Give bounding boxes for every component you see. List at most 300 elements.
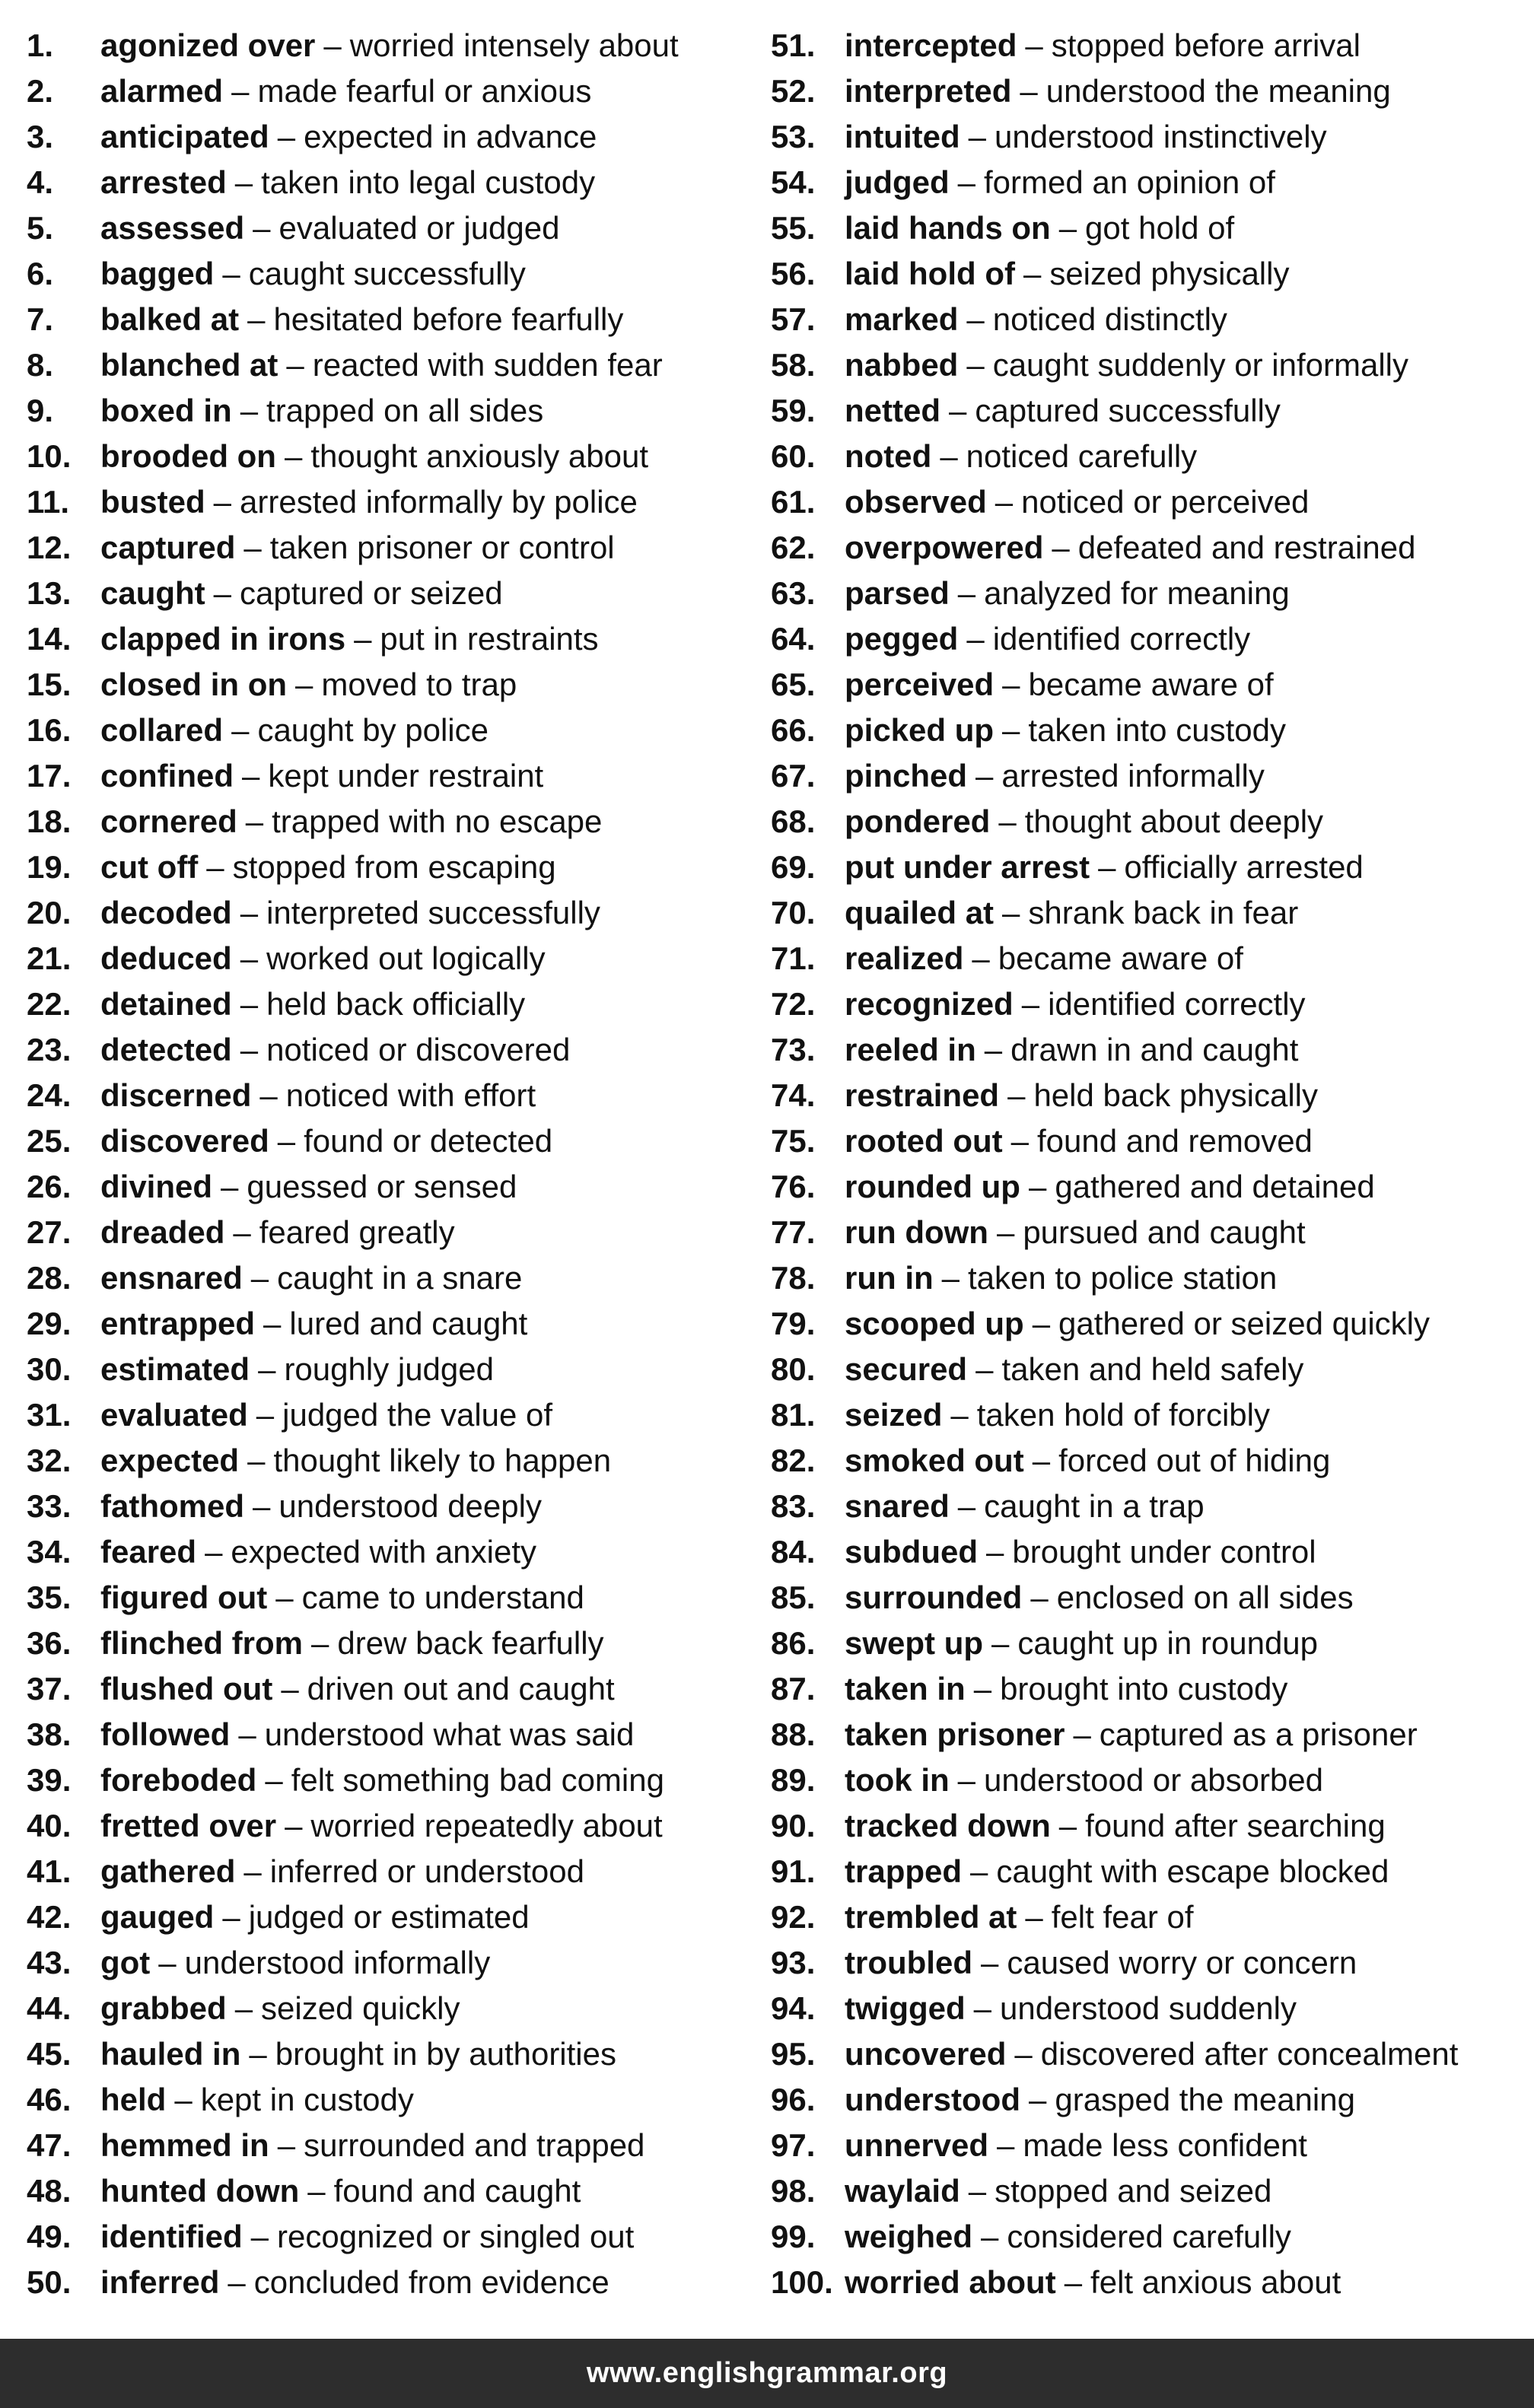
- item-text: [100, 1347, 494, 1392]
- item-text: [100, 708, 489, 753]
- item-term: twigged: [845, 1990, 966, 2026]
- item-number: 39.: [27, 1762, 72, 1798]
- list-item: [27, 2123, 746, 2168]
- item-term: worried about: [845, 2264, 1056, 2300]
- item-text: [845, 1301, 1430, 1347]
- dash-separator: –: [1010, 1123, 1029, 1159]
- item-definition: taken prisoner or control: [269, 530, 615, 565]
- dash-separator: –: [205, 1534, 223, 1570]
- item-number: 41.: [27, 1853, 72, 1889]
- item-number: 60.: [771, 438, 816, 474]
- item-definition: understood the meaning: [1045, 73, 1391, 109]
- dash-separator: –: [285, 1808, 303, 1843]
- item-definition: taken hold of forcibly: [976, 1397, 1270, 1433]
- item-text: [100, 662, 517, 708]
- item-definition: thought anxiously about: [310, 438, 648, 474]
- item-number: 97.: [771, 2127, 816, 2163]
- item-term: subdued: [845, 1534, 978, 1570]
- item-number: 85.: [771, 1579, 816, 1615]
- item-term: observed: [845, 484, 987, 520]
- list-item: [771, 799, 1524, 845]
- dash-separator: –: [240, 940, 259, 976]
- item-number: 18.: [27, 803, 72, 839]
- item-text: [845, 525, 1415, 571]
- item-definition: understood deeply: [278, 1488, 542, 1524]
- footer-website-url: www.englishgrammar.org: [586, 2357, 948, 2389]
- item-term: scooped up: [845, 1306, 1024, 1341]
- item-definition: considered carefully: [1007, 2219, 1291, 2254]
- item-number: 51.: [771, 27, 816, 63]
- list-item: [27, 708, 746, 753]
- item-text: [100, 1484, 542, 1529]
- list-item: [771, 1575, 1524, 1621]
- item-definition: seized quickly: [261, 1990, 460, 2026]
- item-text: [100, 1529, 536, 1575]
- item-number: 63.: [771, 575, 816, 611]
- list-item: [27, 114, 746, 160]
- dash-separator: –: [1002, 895, 1020, 930]
- item-text: [845, 571, 1290, 616]
- dash-separator: –: [995, 484, 1014, 520]
- item-definition: shrank back in fear: [1028, 895, 1299, 930]
- item-text: [845, 2214, 1291, 2260]
- dash-separator: –: [222, 256, 240, 291]
- item-definition: identified correctly: [992, 621, 1251, 657]
- item-definition: moved to trap: [321, 666, 517, 702]
- list-item: [27, 2260, 746, 2305]
- item-term: evaluated: [100, 1397, 248, 1433]
- list-item: [27, 525, 746, 571]
- item-definition: thought about deeply: [1024, 803, 1324, 839]
- item-term: fathomed: [100, 1488, 244, 1524]
- item-definition: felt fear of: [1051, 1899, 1194, 1935]
- list-item: [27, 1757, 746, 1803]
- item-definition: worried repeatedly about: [310, 1808, 663, 1843]
- dash-separator: –: [1058, 1808, 1077, 1843]
- item-text: [100, 342, 663, 388]
- list-item: [771, 479, 1524, 525]
- item-definition: became aware of: [998, 940, 1243, 976]
- item-term: rooted out: [845, 1123, 1003, 1159]
- item-number: 67.: [771, 758, 816, 794]
- item-term: taken prisoner: [845, 1716, 1065, 1752]
- dash-separator: –: [265, 1762, 283, 1798]
- item-term: deduced: [100, 940, 232, 976]
- item-text: [100, 799, 602, 845]
- list-item: [27, 1986, 746, 2031]
- dash-separator: –: [206, 849, 224, 885]
- item-number: 94.: [771, 1990, 816, 2026]
- list-item: [771, 1392, 1524, 1438]
- dash-separator: –: [242, 758, 260, 794]
- item-number: 84.: [771, 1534, 816, 1570]
- item-term: pondered: [845, 803, 991, 839]
- item-term: netted: [845, 393, 940, 428]
- list-item: [771, 1255, 1524, 1301]
- dash-separator: –: [940, 438, 958, 474]
- list-item: [771, 1712, 1524, 1757]
- item-number: 86.: [771, 1625, 816, 1661]
- list-item: [27, 1484, 746, 1529]
- list-item: [27, 251, 746, 297]
- item-number: 17.: [27, 758, 72, 794]
- dash-separator: –: [1025, 27, 1043, 63]
- list-item: [27, 1073, 746, 1118]
- item-definition: inferred or understood: [269, 1853, 584, 1889]
- list-item: [27, 1118, 746, 1164]
- list-item: [771, 1621, 1524, 1666]
- dash-separator: –: [307, 2173, 326, 2209]
- list-item: [27, 434, 746, 479]
- item-term: gauged: [100, 1899, 215, 1935]
- dash-separator: –: [1028, 1169, 1047, 1204]
- item-definition: expected with anxiety: [231, 1534, 536, 1570]
- list-item: [771, 2260, 1524, 2305]
- item-number: 49.: [27, 2219, 72, 2254]
- item-definition: taken to police station: [968, 1260, 1278, 1296]
- item-number: 53.: [771, 119, 816, 154]
- item-number: 3.: [27, 119, 54, 154]
- word-list-column-right: [771, 23, 1524, 2298]
- dash-separator: –: [941, 1260, 960, 1296]
- item-definition: drew back fearfully: [337, 1625, 604, 1661]
- list-item: [771, 1894, 1524, 1940]
- dash-separator: –: [1032, 1306, 1051, 1341]
- item-term: judged: [845, 164, 950, 200]
- dash-separator: –: [213, 484, 232, 520]
- dash-separator: –: [980, 1945, 999, 1980]
- item-definition: enclosed on all sides: [1056, 1579, 1354, 1615]
- dash-separator: –: [250, 2219, 269, 2254]
- item-term: brooded on: [100, 438, 276, 474]
- item-number: 23.: [27, 1032, 72, 1067]
- list-item: [27, 1438, 746, 1484]
- item-term: taken in: [845, 1671, 966, 1707]
- item-term: swept up: [845, 1625, 984, 1661]
- item-number: 56.: [771, 256, 816, 291]
- item-number: 68.: [771, 803, 816, 839]
- item-text: [100, 1575, 584, 1621]
- item-definition: expected in advance: [304, 119, 597, 154]
- item-number: 54.: [771, 164, 816, 200]
- list-item: [27, 1164, 746, 1210]
- list-item: [27, 388, 746, 434]
- item-number: 75.: [771, 1123, 816, 1159]
- dash-separator: –: [968, 2173, 987, 2209]
- list-item: [27, 1347, 746, 1392]
- item-number: 42.: [27, 1899, 72, 1935]
- item-number: 16.: [27, 712, 72, 748]
- list-item: [771, 890, 1524, 936]
- item-definition: understood informally: [184, 1945, 491, 1980]
- item-text: [100, 388, 543, 434]
- item-term: arrested: [100, 164, 227, 200]
- item-text: [845, 1757, 1323, 1803]
- dash-separator: –: [240, 1032, 259, 1067]
- dash-separator: –: [1058, 210, 1077, 246]
- list-item: [771, 2031, 1524, 2077]
- item-text: [845, 1392, 1270, 1438]
- item-term: alarmed: [100, 73, 224, 109]
- item-text: [845, 205, 1234, 251]
- dash-separator: –: [323, 27, 342, 63]
- item-text: [100, 2168, 581, 2214]
- item-definition: caught suddenly or informally: [992, 347, 1408, 383]
- dash-separator: –: [243, 530, 262, 565]
- item-text: [100, 1438, 611, 1484]
- item-term: grabbed: [100, 1990, 227, 2026]
- dash-separator: –: [250, 1260, 269, 1296]
- dash-separator: –: [1014, 2036, 1033, 2072]
- dash-separator: –: [984, 1032, 1003, 1067]
- item-definition: captured successfully: [975, 393, 1281, 428]
- item-number: 12.: [27, 530, 72, 565]
- item-definition: analyzed for meaning: [984, 575, 1290, 611]
- dash-separator: –: [258, 1351, 276, 1387]
- item-term: weighed: [845, 2219, 973, 2254]
- item-number: 78.: [771, 1260, 816, 1296]
- item-number: 7.: [27, 301, 54, 337]
- list-item: [27, 1666, 746, 1712]
- list-item: [771, 434, 1524, 479]
- dash-separator: –: [957, 1488, 976, 1524]
- dash-separator: –: [234, 1990, 253, 2026]
- item-number: 6.: [27, 256, 54, 291]
- dash-separator: –: [991, 1625, 1010, 1661]
- item-definition: caught in a snare: [277, 1260, 523, 1296]
- item-definition: stopped before arrival: [1051, 27, 1361, 63]
- item-definition: captured as a prisoner: [1099, 1716, 1418, 1752]
- item-definition: gathered or seized quickly: [1058, 1306, 1430, 1341]
- item-number: 73.: [771, 1032, 816, 1067]
- item-number: 72.: [771, 986, 816, 1022]
- item-text: [845, 1210, 1306, 1255]
- list-item: [27, 1301, 746, 1347]
- item-text: [100, 1027, 570, 1073]
- item-text: [100, 434, 648, 479]
- dash-separator: –: [1064, 2264, 1083, 2300]
- item-term: gathered: [100, 1853, 236, 1889]
- item-definition: concluded from evidence: [253, 2264, 609, 2300]
- item-term: clapped in irons: [100, 621, 346, 657]
- dash-separator: –: [277, 2127, 296, 2163]
- dash-separator: –: [1007, 1077, 1026, 1113]
- item-text: [845, 1621, 1318, 1666]
- list-item: [27, 1621, 746, 1666]
- list-item: [771, 845, 1524, 890]
- item-definition: held back officially: [266, 986, 526, 1022]
- item-definition: came to understand: [301, 1579, 584, 1615]
- item-number: 62.: [771, 530, 816, 565]
- dash-separator: –: [957, 575, 976, 611]
- item-definition: grasped the meaning: [1055, 2082, 1355, 2117]
- item-term: collared: [100, 712, 224, 748]
- item-definition: caught with escape blocked: [996, 1853, 1389, 1889]
- list-item: [771, 251, 1524, 297]
- item-term: busted: [100, 484, 205, 520]
- item-text: [100, 845, 556, 890]
- item-text: [100, 1210, 455, 1255]
- item-definition: found or detected: [304, 1123, 553, 1159]
- dash-separator: –: [277, 1123, 296, 1159]
- dash-separator: –: [957, 1762, 976, 1798]
- item-definition: understood what was said: [264, 1716, 635, 1752]
- item-term: laid hold of: [845, 256, 1015, 291]
- item-text: [845, 251, 1289, 297]
- list-item: [771, 708, 1524, 753]
- dash-separator: –: [1028, 2082, 1047, 2117]
- item-number: 32.: [27, 1443, 72, 1478]
- item-text: [100, 114, 597, 160]
- list-item: [771, 2123, 1524, 2168]
- item-term: identified: [100, 2219, 243, 2254]
- item-number: 37.: [27, 1671, 72, 1707]
- list-item: [27, 571, 746, 616]
- item-text: [845, 845, 1364, 890]
- item-number: 95.: [771, 2036, 816, 2072]
- list-item: [771, 1940, 1524, 1986]
- item-definition: officially arrested: [1124, 849, 1364, 885]
- item-term: estimated: [100, 1351, 250, 1387]
- item-definition: caught in a trap: [984, 1488, 1205, 1524]
- dash-separator: –: [228, 2264, 246, 2300]
- list-item: [771, 1849, 1524, 1894]
- list-item: [771, 1118, 1524, 1164]
- item-term: seized: [845, 1397, 943, 1433]
- dash-separator: –: [247, 1443, 266, 1478]
- item-term: boxed in: [100, 393, 232, 428]
- item-text: [100, 2214, 634, 2260]
- item-number: 35.: [27, 1579, 72, 1615]
- list-item: [27, 616, 746, 662]
- list-item: [27, 23, 746, 68]
- dash-separator: –: [245, 803, 264, 839]
- item-term: fretted over: [100, 1808, 277, 1843]
- item-number: 91.: [771, 1853, 816, 1889]
- item-term: flushed out: [100, 1671, 273, 1707]
- item-number: 71.: [771, 940, 816, 976]
- item-definition: understood instinctively: [995, 119, 1327, 154]
- item-text: [845, 160, 1275, 205]
- item-text: [845, 1666, 1287, 1712]
- item-definition: forced out of hiding: [1058, 1443, 1331, 1478]
- dash-separator: –: [238, 1716, 256, 1752]
- dash-separator: –: [354, 621, 372, 657]
- item-term: trembled at: [845, 1899, 1017, 1935]
- item-number: 22.: [27, 986, 72, 1022]
- item-text: [845, 114, 1327, 160]
- item-definition: found and removed: [1036, 1123, 1313, 1159]
- item-definition: taken into custody: [1028, 712, 1286, 748]
- item-definition: trapped on all sides: [266, 393, 544, 428]
- item-number: 92.: [771, 1899, 816, 1935]
- item-term: held: [100, 2082, 167, 2117]
- item-text: [100, 753, 543, 799]
- item-number: 64.: [771, 621, 816, 657]
- dash-separator: –: [263, 1306, 282, 1341]
- item-text: [845, 342, 1408, 388]
- item-text: [845, 1255, 1277, 1301]
- item-text: [100, 1301, 527, 1347]
- item-text: [100, 160, 595, 205]
- item-definition: feared greatly: [259, 1214, 455, 1250]
- item-definition: hesitated before fearfully: [273, 301, 624, 337]
- item-term: expected: [100, 1443, 240, 1478]
- item-term: ensnared: [100, 1260, 243, 1296]
- dash-separator: –: [281, 1671, 299, 1707]
- item-term: surrounded: [845, 1579, 1023, 1615]
- list-item: [771, 662, 1524, 708]
- item-definition: evaluated or judged: [278, 210, 560, 246]
- word-list-column-left: [27, 23, 746, 2298]
- item-text: [100, 1621, 604, 1666]
- item-definition: reacted with sudden fear: [312, 347, 663, 383]
- item-term: took in: [845, 1762, 950, 1798]
- dash-separator: –: [240, 895, 259, 930]
- dash-separator: –: [286, 347, 304, 383]
- item-term: restrained: [845, 1077, 1000, 1113]
- dash-separator: –: [966, 347, 985, 383]
- item-text: [100, 890, 600, 936]
- item-term: detained: [100, 986, 232, 1022]
- item-definition: brought under control: [1012, 1534, 1316, 1570]
- item-definition: driven out and caught: [307, 1671, 615, 1707]
- item-number: 98.: [771, 2173, 816, 2209]
- dash-separator: –: [222, 1899, 240, 1935]
- list-item: [771, 342, 1524, 388]
- item-number: 96.: [771, 2082, 816, 2117]
- dash-separator: –: [957, 164, 976, 200]
- dash-separator: –: [966, 301, 985, 337]
- item-number: 27.: [27, 1214, 72, 1250]
- list-item: [771, 1301, 1524, 1347]
- item-text: [845, 2123, 1307, 2168]
- item-definition: noticed with effort: [285, 1077, 536, 1113]
- item-number: 77.: [771, 1214, 816, 1250]
- item-number: 89.: [771, 1762, 816, 1798]
- item-definition: kept in custody: [200, 2082, 414, 2117]
- item-number: 50.: [27, 2264, 72, 2300]
- item-definition: caught up in roundup: [1017, 1625, 1319, 1661]
- list-item: [27, 1894, 746, 1940]
- item-text: [100, 68, 591, 114]
- item-definition: brought in by authorities: [275, 2036, 616, 2072]
- item-number: 76.: [771, 1169, 816, 1204]
- item-text: [845, 1894, 1194, 1940]
- item-text: [100, 1803, 663, 1849]
- item-definition: identified correctly: [1048, 986, 1306, 1022]
- item-definition: found and caught: [333, 2173, 581, 2209]
- item-number: 1.: [27, 27, 54, 63]
- item-number: 2.: [27, 73, 54, 109]
- item-term: overpowered: [845, 530, 1044, 565]
- item-number: 100.: [771, 2264, 833, 2300]
- item-text: [845, 1849, 1389, 1894]
- item-term: hunted down: [100, 2173, 300, 2209]
- item-definition: judged the value of: [282, 1397, 553, 1433]
- item-term: marked: [845, 301, 959, 337]
- item-term: recognized: [845, 986, 1014, 1022]
- item-text: [845, 799, 1323, 845]
- list-item: [27, 753, 746, 799]
- list-item: [771, 753, 1524, 799]
- item-term: hemmed in: [100, 2127, 269, 2163]
- list-item: [771, 1164, 1524, 1210]
- item-text: [100, 251, 526, 297]
- item-number: 36.: [27, 1625, 72, 1661]
- dash-separator: –: [973, 1671, 992, 1707]
- list-item: [27, 1940, 746, 1986]
